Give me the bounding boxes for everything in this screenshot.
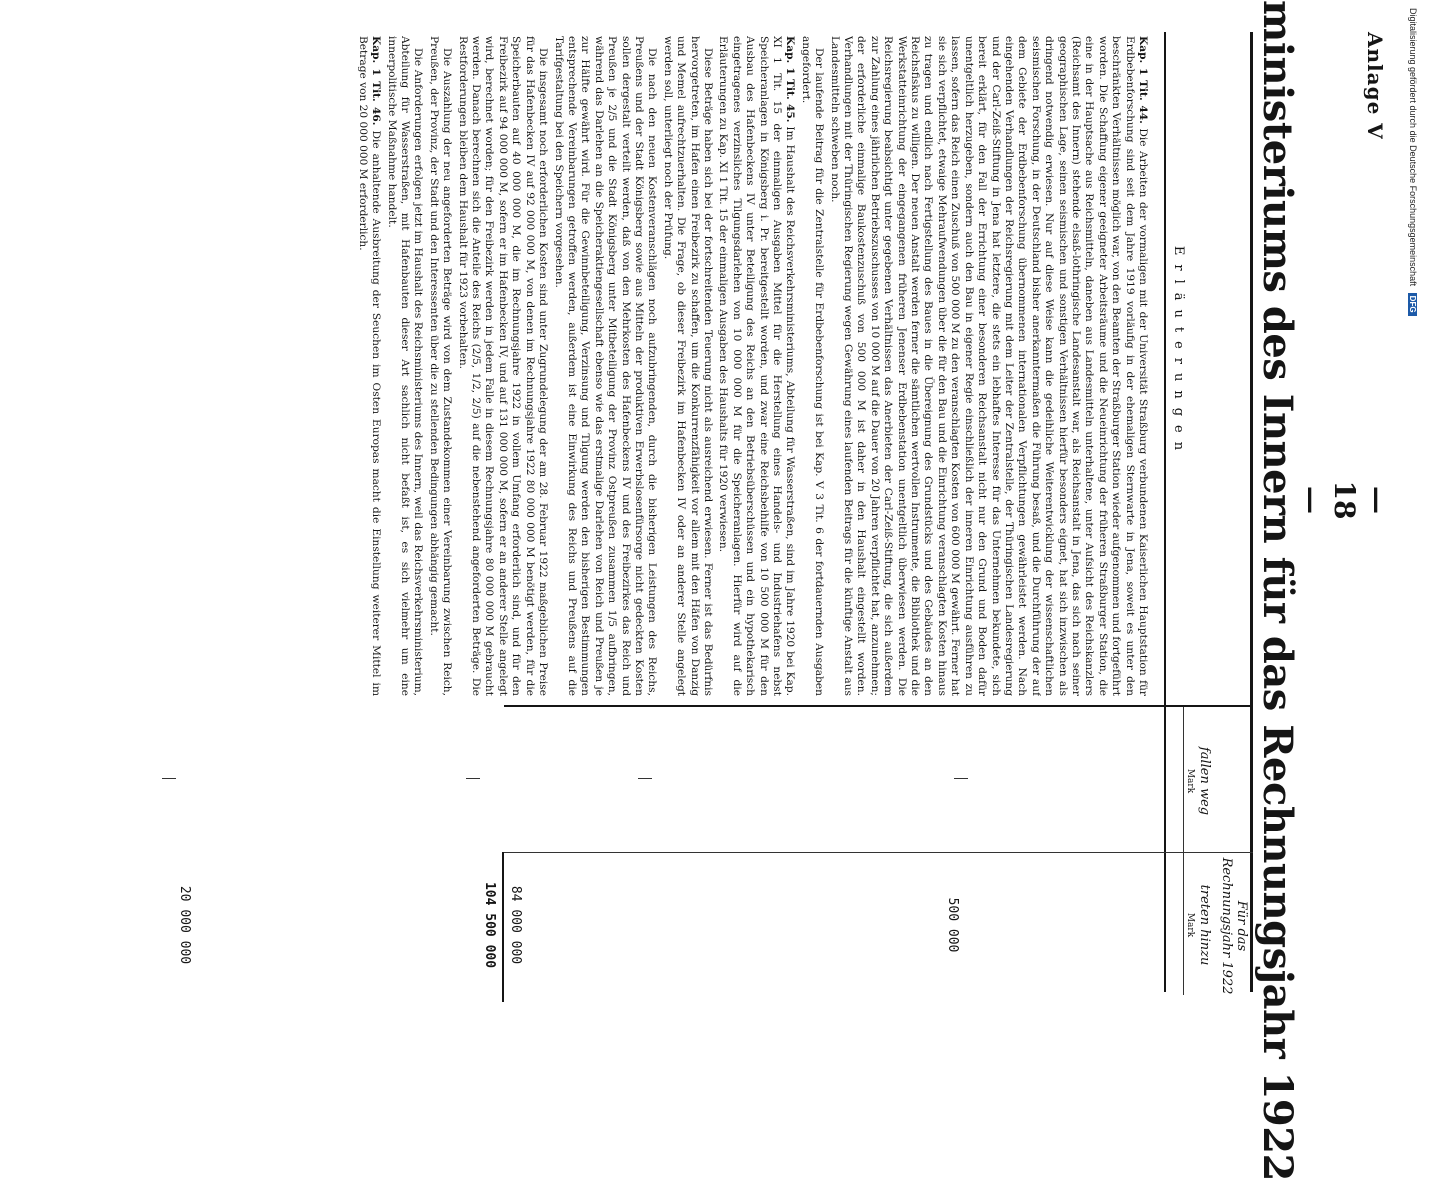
dropped-dash-total (466, 778, 480, 779)
explanation-paragraph (426, 36, 453, 696)
sum-rule (502, 852, 504, 1002)
explanation-paragraph (716, 36, 796, 696)
paragraph-text: Die anhaltende Ausbreitung der Seuchen im Osten Europas macht die Einstellung weiterer Mittel im Betrage von 20 000 000 M erforderlich. (356, 36, 383, 696)
paragraph-text: Die Anforderungen erfolgen jetzt im Haushalt des Reichsministeriums des Innern, weil das Reichsverkehrsministerium, Abteilung für Wasserstraßen, mit Hafenbauten dieser Art sachlich nicht befaßt ist, es sich vielmehr um eine innerpolitische Maßnahme handelt. (385, 36, 425, 696)
paragraph-text: Die Arbeiten der vormaligen mit der Universität Straßburg verbundenen Kaiserlichen Hauptstation für Erdbebenforschung sind seit dem Jahre 1919 vorläufig in der ehemaligen Sternwarte in Jena, soweit es unter den beschränkten Verhältnissen möglich war, von den Beamten der Straßburger Station wieder aufgenommen und fortgeführt worden. Die Schaffung eigener geeigneter Arbeitsräume und die Neueinrichtung der früheren Straßburger Station, die eine in der Hauptsache aus Reichsmitteln, daneben aus Landesmitteln unterhaltene, unter Aufsicht des Reichskanzlers (Reichsamt des Innern) stehende elsaß-lothringische Landesanstalt war, als Reichsanstalt in Jena, das sich nach seiner geographischen Lage, seinen seismischen und sonstigen Verhältnissen hierfür besonders eignet, hat sich inzwischen als dringend notwendig erwiesen. Nur auf diese Weise kann die gedeihliche Weiterentwicklung der wissenschaftlichen seismischen Forschung, in der Deutschland bisher anerkanntermaßen die Führung besaß, und die Durchführung der auf dem Gebiete der Erdbebenforschung übernommenen internationalen Verpflichtungen gewährleistet werden. Nach eingehenden Verhandlungen der Reichsregierung mit dem Leiter der Zentralstelle, der Thüringischen Landesregierung und der Carl-Zeiß-Stiftung in Jena hat letztere, die stets ein lebhaftes Interesse für das Unternehmen bekundete, sich bereit erklärt, für den Fall der Errichtung einer besonderen Reichsanstalt nicht nur den Grund und Boden dafür unentgeltlich herzugeben, sondern auch den Bau in eigener Regie einschließlich der inneren Einrichtung ausführen zu lassen, sofern das Reich einen Zuschuß von 500 000 M zu den veranschlagten Kosten von 600 000 M gewährt. Ferner hat sie sich verpflichtet, etwaige Mehraufwendungen über die für den Bau und die Einrichtung veranschlagten Kosten hinaus zu tragen und endlich nach Fertigstellung des Baues in die Übereignung des Grundstücks und des Gebäudes an den Reichsfiskus zu willigen. Der neuen Anstalt werden ferner die sämtlichen wertvollen Instrumente, die Bibliothek und die Werkstatteinrichtung der eingegangenen früheren Jenenser Erdbebenstation unentgeltlich überwiesen werden. Die Reichsregierung beabsichtigt unter gegebenen Verhältnissen das Anerbieten der Carl-Zeiß-Stiftung, die sich außerdem zur Zahlung eines jährlichen Betriebszuschusses von 10 000 M auf die Dauer von 20 Jahren verpflichtet hat, anzunehmen; der erforderliche einmalige Baukostenzuschuß von 500 000 M ist daher in den Haushalt eingestellt worden. Verhandlungen mit der Thüringischen Regierung wegen Gewährung eines laufenden Beitrags für die künftige Anstalt aus Landesmitteln schweben noch. (828, 36, 1149, 696)
explanation-paragraph (827, 36, 1149, 696)
header-rule (1164, 32, 1166, 992)
credit-text: Digitalisierung gefördert durch die Deutsche Forschungsgemeinschaft (1408, 8, 1418, 287)
paragraph-text: Diese Beträge haben sich bei der fortschreitenden Teuerung nicht als ausreichend erwiesen. Ferner ist das Bedürfnis hervorgetreten, im Hafen einen Freibezirk zu schaffen, um die Konkurrenzfähigkeit vor allem mit den Häfen von Danzig und Memel aufrechtzuerhalten. Die Frage, ob dieser Freibezirk im Hafenbecken IV oder an anderer Stelle angelegt werden soll, unterliegt noch der Prüfung. (661, 36, 714, 696)
amount-row-3: 20 000 000 (177, 885, 192, 965)
amount-row-1: 500 000 (945, 897, 960, 953)
explanation-paragraph (551, 36, 658, 696)
page-number: — 18 — (1295, 480, 1394, 520)
explanation-paragraph (798, 36, 825, 696)
column-header-dropped (1182, 712, 1212, 850)
explanation-paragraph (355, 36, 382, 696)
paragraph-text: Die nach den neuen Kostenveranschlägen noch aufzubringenden, durch die bisherigen Leistungen des Reichs, Preußens und der Stadt Königsberg sowie aus Mitteln der produktiven Erwerbslosenfürsorge nicht gedeckten Kosten sollen dergestalt verteilt werden, daß von den Mehrkosten des Hafenbeckens IV und des Freibezirkes das Reich und Preußen je 2/5 und die Stadt Königsberg unter Mitbeteiligung der Provinz Ostpreußen zusammen 1/5 aufbringen, während das Darlehen an die Speicheraktiengesellschaft ebenso wie das erstmalige Darlehen von Reich und Preußen je zur Hälfte gewährt wird. Für die Gewinnbeteiligung, Verzinsung und Tilgung werden den bisherigen Bestimmungen entsprechende Vereinbarungen getroffen werden, außerdem ist eine Einwirkung des Reichs und Preußens auf die Tarifgestaltung bei den Speichern vorgesehen. (552, 36, 659, 696)
explanation-paragraph (384, 36, 424, 696)
column-header-added (1182, 855, 1212, 995)
paragraph-text: Die insgesamt noch erforderlichen Kosten sind unter Zugrundelegung der am 28. Februar 1922 maßgeblichen Preise für das Hafenbecken IV auf 92 000 000 M, von denen im Rechnungsjahre 1922 80 000 000 M benötigt werden, für die Speicherbauten auf 40 000 000 M, die im Rechnungsjahre 1922 in vollem Umfang erforderlich sind, und für den Freibezirk auf 94 000 000 M, sofern er im Hafenbecken IV, und auf 131 000 000 M, sofern er an anderer Stelle angelegt wird, berechnet worden; für den Freibezirk werden in jedem Falle in diesem Rechnungsjahre 80 000 000 M gebraucht werden. Danach berechnen sich die Anteile des Reichs (2/5, 1/2, 2/5) auf die nebenstehend angeforderten Beträge. Die Restforderungen bleiben dem Haushalt für 1923 vorbehalten. (456, 36, 550, 696)
top-rule (1250, 32, 1253, 992)
annex-label: Anlage V (1363, 32, 1387, 140)
paragraph-heading: Kap. 1 Tit. 44. (1137, 36, 1149, 124)
paragraph-text: Der laufende Beitrag für die Zentralstelle für Erdbebenforschung ist bei Kap. V 3 Tit. 6 der fortdauernden Ausgaben angefordert. (799, 36, 826, 696)
explanation-paragraph (455, 36, 549, 696)
amount-total: 104 500 000 (482, 881, 497, 969)
explanation-text (39, 36, 1149, 696)
paragraph-heading: Kap. 1 Tit. 45. (784, 36, 797, 123)
paragraph-text: Im Haushalt des Reichsverkehrsministeriums, Abteilung für Wasserstraßen, sind im Jahre 1920 bei Kap. XI 1 Tit. 15 der einmaligen Ausgaben Mittel für die Herstellung eines Handels- und Industriehafens nebst Speicheranlagen in Königsberg i. Pr. bereitgestellt worden, und zwar eine Reichsbeihilfe von 10 500 000 M für den Ausbau des Hafenbeckens IV unter Beteiligung des Reichs an den Betriebsüberschüssen und ein hypothekarisch eingetragenes verzinsliches Tilgungsdarlehen von 10 000 000 M für die Speicheranlagen. Hierfür wird auf die Erläuterungen zu Kap. XI 1 Tit. 15 der einmaligen Ausgaben des Haushalts für 1920 verwiesen. (717, 36, 797, 696)
paragraph-heading: Kap. 1 Tit. 46. (370, 36, 383, 126)
column-divider-1 (504, 852, 1253, 853)
column-header-explanations: Erläuterungen (1171, 245, 1186, 460)
dropped-dash-1 (954, 778, 968, 779)
paragraph-text: Die Auszahlung der neu angeforderten Beträge wird von dem Zustandekommen einer Vereinbarung zwischen Reich, Preußen, der Provinz, der Stadt und den Interessenten über die zu stellenden Bedingungen abhängig gemacht. (427, 36, 454, 696)
dropped-dash-2 (638, 778, 652, 779)
column-divider-2 (504, 705, 1253, 707)
amount-row-2: 84 000 000 (508, 885, 523, 965)
digitization-credit (1408, 8, 1418, 316)
column-unit-added: Mark (1185, 912, 1195, 938)
fiscal-year-header: Für das Rechnungsjahr 1922 (1219, 857, 1249, 995)
dfg-logo: DFG (1408, 293, 1417, 316)
dropped-dash-3 (162, 778, 176, 779)
column-header-added-label: treten hinzu (1197, 884, 1212, 966)
column-unit-dropped: Mark (1185, 768, 1195, 794)
column-header-dropped-label: fallen weg (1197, 746, 1212, 816)
page-title: ministeriums des Innern für das Rechnungsjahr 1922 (1254, 0, 1301, 1181)
explanation-paragraph (660, 36, 714, 696)
